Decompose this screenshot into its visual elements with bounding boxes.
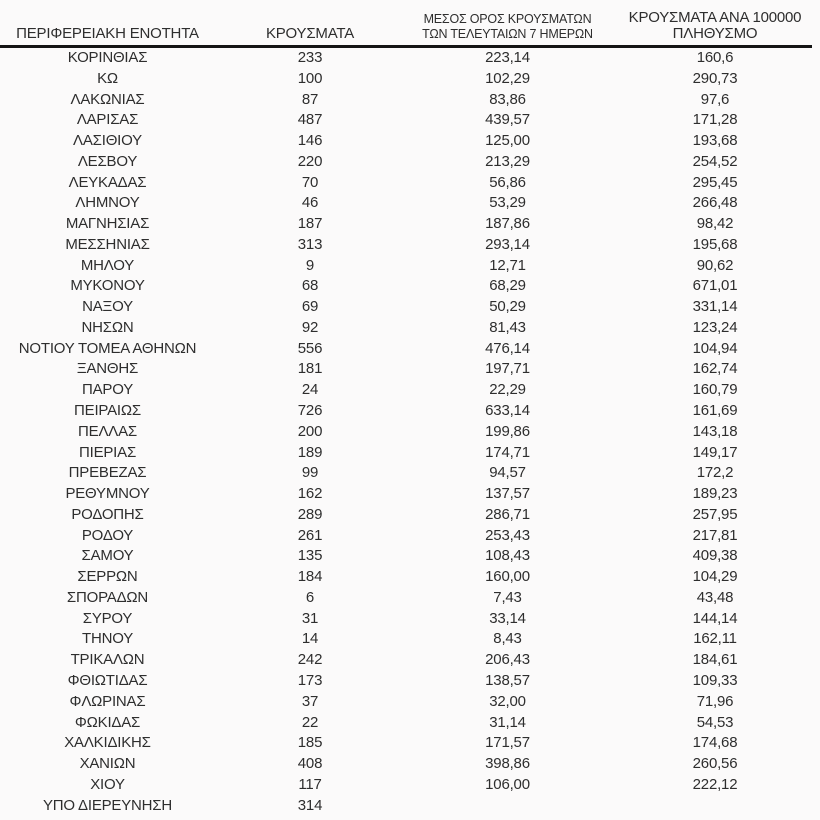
cell-per100k: 222,12: [692, 775, 738, 793]
cell-region: ΚΩ: [97, 69, 118, 87]
cell-cases: 31: [301, 609, 319, 627]
cell-avg7: 213,29: [485, 152, 530, 170]
table-row: [0, 193, 820, 214]
cell-region: ΠΕΙΡΑΙΩΣ: [74, 402, 141, 420]
table-row: [0, 505, 820, 526]
table-row: [0, 484, 820, 505]
column-header-avg7: [405, 12, 610, 42]
cell-cases: 69: [301, 298, 319, 316]
cell-avg7: [405, 796, 610, 817]
table-row: [0, 692, 820, 713]
cell-region: ΡΟΔΟΠΗΣ: [71, 505, 144, 523]
cell-avg7: 108,43: [485, 547, 530, 565]
cell-cases: 181: [297, 360, 323, 378]
cell-region: ΤΗΝΟΥ: [81, 630, 134, 648]
table-row: [0, 214, 820, 235]
cell-avg7: 223,14: [485, 49, 530, 66]
cell-avg7: 50,29: [489, 298, 526, 316]
cell-avg7: 197,71: [485, 360, 530, 378]
table-body: [0, 48, 820, 816]
cell-cases: 556: [297, 339, 323, 357]
table-row: [0, 629, 820, 650]
cell-cases: 87: [301, 90, 319, 108]
cell-per100k: 189,23: [692, 485, 738, 503]
column-header-cases: [215, 26, 405, 42]
cell-cases: 200: [297, 422, 323, 440]
cell-cases: 173: [297, 671, 323, 689]
table-row: [0, 110, 820, 131]
cell-avg7: 206,43: [485, 651, 530, 669]
table-row: [0, 796, 820, 817]
cell-avg7: 286,71: [485, 505, 530, 523]
cell-per100k: 290,73: [692, 69, 738, 87]
cell-per100k: 160,79: [692, 381, 738, 399]
cell-region: ΡΕΘΥΜΝΟΥ: [65, 485, 150, 503]
cell-avg7: 7,43: [493, 588, 522, 606]
cell-avg7: 94,57: [489, 464, 526, 482]
table-row: [0, 567, 820, 588]
cell-cases: 135: [297, 547, 323, 565]
cell-cases: 100: [297, 69, 323, 87]
cell-region: ΥΠΟ ΔΙΕΡΕΥΝΗΣΗ: [42, 796, 173, 814]
cell-region: ΣΕΡΡΩΝ: [77, 568, 138, 586]
table-row: [0, 48, 820, 69]
table-row: [0, 609, 820, 630]
cell-per100k: 123,24: [692, 318, 738, 336]
cell-avg7: 476,14: [485, 339, 530, 357]
cell-per100k: 144,14: [692, 609, 738, 627]
cell-per100k: 104,29: [692, 568, 738, 586]
cell-cases: 68: [301, 277, 319, 295]
table-row: [0, 318, 820, 339]
cell-cases: 189: [297, 443, 323, 461]
cell-region: ΛΑΣΙΘΙΟΥ: [73, 132, 142, 150]
cell-region: ΣΑΜΟΥ: [81, 547, 134, 565]
table-row: [0, 733, 820, 754]
cell-avg7: 56,86: [489, 173, 526, 191]
table-row: [0, 152, 820, 173]
table-row: [0, 754, 820, 775]
cell-region: ΧΙΟΥ: [90, 775, 125, 793]
cell-region: ΠΙΕΡΙΑΣ: [78, 443, 137, 461]
cell-avg7: 439,57: [485, 111, 530, 129]
cell-avg7: 33,14: [489, 609, 526, 627]
cell-cases: 146: [297, 132, 323, 150]
table-row: [0, 401, 820, 422]
column-header-region-label: ΠΕΡΙΦΕΡΕΙΑΚΗ ΕΝΟΤΗΤΑ: [16, 25, 199, 42]
cell-region: ΧΑΛΚΙΔΙΚΗΣ: [64, 734, 151, 752]
cell-avg7: 187,86: [485, 215, 530, 233]
cell-region: ΞΑΝΘΗΣ: [76, 360, 139, 378]
table-row: [0, 276, 820, 297]
cell-cases: 185: [297, 734, 323, 752]
cell-region: ΦΩΚΙΔΑΣ: [74, 713, 141, 731]
cell-per100k: 331,14: [692, 298, 738, 316]
cell-per100k: 98,42: [696, 215, 734, 233]
column-header-per100k: [610, 10, 820, 42]
cell-region: ΦΛΩΡΙΝΑΣ: [69, 692, 146, 710]
table-row: [0, 235, 820, 256]
cell-cases: 220: [297, 152, 323, 170]
cell-region: ΝΟΤΙΟΥ ΤΟΜΕΑ ΑΘΗΝΩΝ: [18, 339, 197, 357]
cell-avg7: 138,57: [485, 671, 530, 689]
cell-avg7: 12,71: [489, 256, 526, 274]
cell-per100k: 171,28: [692, 111, 738, 129]
cell-avg7: 106,00: [485, 775, 530, 793]
table-row: [0, 339, 820, 360]
cell-region: ΜΥΚΟΝΟΥ: [70, 277, 145, 295]
cell-avg7: 125,00: [485, 132, 530, 150]
cell-cases: 22: [301, 713, 319, 731]
cell-region: ΜΕΣΣΗΝΙΑΣ: [65, 235, 150, 253]
cell-region: ΛΗΜΝΟΥ: [75, 194, 140, 212]
cell-region: ΝΑΞΟΥ: [82, 298, 133, 316]
cell-per100k: 162,11: [693, 630, 737, 648]
cell-avg7: 22,29: [489, 381, 526, 399]
cell-region: ΚΟΡΙΝΘΙΑΣ: [67, 49, 148, 66]
cell-region: ΡΟΔΟΥ: [81, 526, 134, 544]
cell-cases: 6: [305, 588, 315, 606]
cell-region: ΣΥΡΟΥ: [82, 609, 133, 627]
cell-cases: 289: [297, 505, 323, 523]
cell-per100k: 109,33: [692, 671, 738, 689]
cell-per100k: 254,52: [692, 152, 738, 170]
cell-avg7: 160,00: [485, 568, 530, 586]
cell-cases: 70: [301, 173, 319, 191]
cell-region: ΛΑΡΙΣΑΣ: [76, 111, 139, 129]
cell-avg7: 102,29: [485, 69, 530, 87]
cell-per100k: 184,61: [692, 651, 738, 669]
cell-per100k: 266,48: [692, 194, 738, 212]
table-row: [0, 359, 820, 380]
cell-avg7: 633,14: [485, 402, 530, 420]
table-row: [0, 173, 820, 194]
cell-per100k: 143,18: [692, 422, 738, 440]
cell-avg7: 174,71: [485, 443, 530, 461]
cell-per100k: 149,17: [692, 443, 738, 461]
cell-region: ΛΕΣΒΟΥ: [77, 152, 138, 170]
column-header-per100k-line1: ΚΡΟΥΣΜΑΤΑ ΑΝΑ 100000: [628, 9, 802, 26]
cell-region: ΜΗΛΟΥ: [80, 256, 135, 274]
cell-avg7: 199,86: [485, 422, 530, 440]
table-header-row: [0, 0, 820, 45]
table-row: [0, 713, 820, 734]
cell-avg7: 253,43: [485, 526, 530, 544]
column-header-avg7-line2: ΤΩΝ ΤΕΛΕΥΤΑΙΩΝ 7 ΗΜΕΡΩΝ: [422, 27, 593, 41]
cell-cases: 242: [297, 651, 323, 669]
column-header-cases-label: ΚΡΟΥΣΜΑΤΑ: [265, 25, 355, 42]
table-row: [0, 671, 820, 692]
cell-cases: 162: [297, 485, 323, 503]
cell-per100k: [610, 796, 820, 817]
cell-avg7: 171,57: [485, 734, 530, 752]
cell-avg7: 81,43: [489, 318, 526, 336]
cell-per100k: 90,62: [696, 256, 734, 274]
table-row: [0, 69, 820, 90]
cell-cases: 117: [298, 775, 322, 793]
cell-per100k: 409,38: [692, 547, 738, 565]
cell-cases: 408: [297, 755, 323, 773]
column-header-per100k-line2: ΠΛΗΘΥΣΜΟ: [672, 25, 758, 42]
cell-region: ΠΑΡΟΥ: [81, 381, 134, 399]
table-row: [0, 546, 820, 567]
cell-region: ΠΕΛΛΑΣ: [78, 422, 137, 440]
table-row: [0, 297, 820, 318]
cell-per100k: 160,6: [696, 49, 734, 66]
cell-per100k: 193,68: [692, 132, 738, 150]
cell-per100k: 104,94: [692, 339, 738, 357]
cell-per100k: 260,56: [692, 755, 738, 773]
table-row: [0, 526, 820, 547]
cell-per100k: 217,81: [692, 526, 738, 544]
cell-per100k: 174,68: [692, 734, 738, 752]
cell-avg7: 53,29: [489, 194, 526, 212]
cell-cases: 92: [301, 318, 319, 336]
cell-cases: 9: [305, 256, 315, 274]
table-row: [0, 422, 820, 443]
cell-cases: 24: [301, 381, 319, 399]
column-header-region: [0, 26, 215, 42]
cell-avg7: 398,86: [485, 755, 530, 773]
cell-cases: 314: [297, 796, 323, 814]
cell-cases: 184: [297, 568, 323, 586]
table-row: [0, 131, 820, 152]
cell-cases: 99: [301, 464, 319, 482]
cell-cases: 726: [297, 402, 323, 420]
cell-per100k: 257,95: [692, 505, 738, 523]
cell-region: ΝΗΣΩΝ: [81, 318, 134, 336]
cell-cases: 261: [297, 526, 323, 544]
table-row: [0, 90, 820, 111]
cell-per100k: 671,01: [692, 277, 738, 295]
cell-avg7: 32,00: [489, 692, 526, 710]
cell-avg7: 31,14: [489, 713, 526, 731]
cell-avg7: 137,57: [485, 485, 530, 503]
cell-region: ΧΑΝΙΩΝ: [79, 755, 136, 773]
cell-per100k: 162,74: [692, 360, 738, 378]
table-row: [0, 463, 820, 484]
cell-avg7: 68,29: [489, 277, 526, 295]
cell-region: ΠΡΕΒΕΖΑΣ: [68, 464, 147, 482]
cell-cases: 14: [301, 630, 319, 648]
cell-per100k: 295,45: [692, 173, 738, 191]
cell-avg7: 83,86: [489, 90, 526, 108]
cell-per100k: 71,96: [696, 692, 734, 710]
cell-cases: 487: [297, 111, 323, 129]
cell-per100k: 172,2: [696, 464, 734, 482]
cell-cases: 233: [297, 49, 323, 66]
table-row: [0, 256, 820, 277]
table-row: [0, 775, 820, 796]
cell-avg7: 8,43: [493, 630, 522, 648]
column-header-avg7-line1: ΜΕΣΟΣ ΟΡΟΣ ΚΡΟΥΣΜΑΤΩΝ: [423, 12, 592, 26]
cell-per100k: 54,53: [696, 713, 734, 731]
cell-region: ΦΘΙΩΤΙΔΑΣ: [67, 671, 148, 689]
cell-cases: 313: [297, 235, 323, 253]
cell-cases: 46: [301, 194, 319, 212]
cell-region: ΛΕΥΚΑΔΑΣ: [68, 173, 147, 191]
cell-per100k: 43,48: [696, 588, 734, 606]
cell-region: ΣΠΟΡΑΔΩΝ: [66, 588, 149, 606]
table-row: [0, 588, 820, 609]
cell-per100k: 195,68: [692, 235, 738, 253]
cell-per100k: 97,6: [700, 90, 730, 108]
cell-region: ΛΑΚΩΝΙΑΣ: [70, 90, 145, 108]
cell-region: ΜΑΓΝΗΣΙΑΣ: [65, 215, 150, 233]
table-row: [0, 443, 820, 464]
table-row: [0, 650, 820, 671]
cell-cases: 187: [297, 215, 323, 233]
cell-avg7: 293,14: [485, 235, 530, 253]
table-row: [0, 380, 820, 401]
cell-region: ΤΡΙΚΑΛΩΝ: [70, 651, 145, 669]
cell-per100k: 161,69: [692, 402, 738, 420]
cell-cases: 37: [301, 692, 319, 710]
